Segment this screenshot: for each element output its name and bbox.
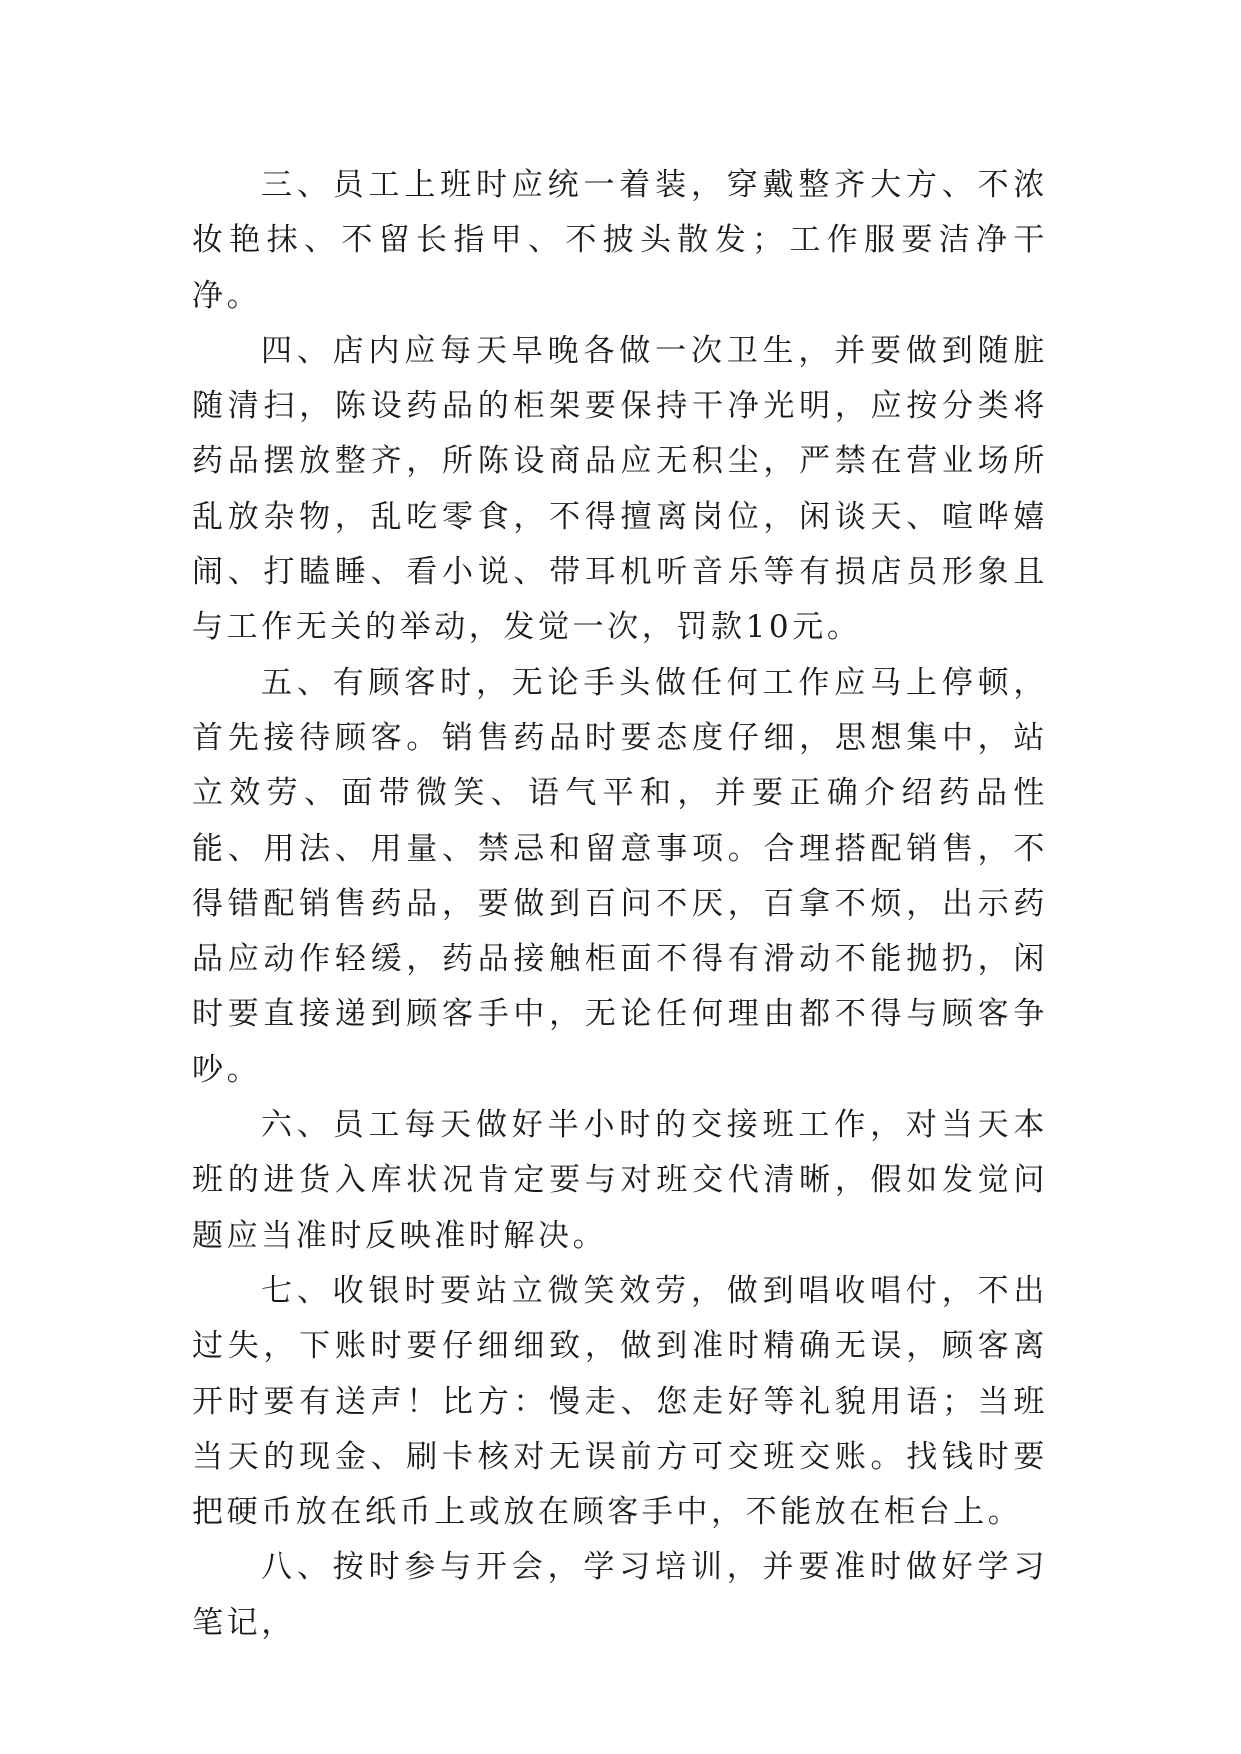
document-body [192,158,1048,1651]
paragraph-rule-6: 六、员工每天做好半小时的交接班工作，对当天本班的进货入库状况肯定要与对班交代清晰，假如发觉问题应当准时反映准时解决。 [192,1107,1048,1254]
paragraph-rule-3: 三、员工上班时应统一着装，穿戴整齐大方、不浓妆艳抹、不留长指甲、不披头散发；工作服要洁净干净。 [192,167,1048,314]
paragraph-rule-7: 七、收银时要站立微笑效劳，做到唱收唱付，不出过失，下账时要仔细细致，做到准时精确无误，顾客离开时要有送声！比方：慢走、您走好等礼貌用语；当班当天的现金、刷卡核对无误前方可交班交账。找钱时要把硬币放在纸币上或放在顾客手中，不能放在柜台上。 [192,1272,1048,1531]
paragraph-rule-8: 八、按时参与开会，学习培训，并要准时做好学习笔记， [192,1549,1048,1641]
paragraph-rule-5: 五、有顾客时，无论手头做任何工作应马上停顿，首先接待顾客。销售药品时要态度仔细，思想集中，站立效劳、面带微笑、语气平和，并要正确介绍药品性能、用法、用量、禁忌和留意事项。合理搭配销售，不得错配销售药品，要做到百问不厌，百拿不烦，出示药品应动作轻缓，药品接触柜面不得有滑动不能抛扔，闲时要直接递到顾客手中，无论任何理由都不得与顾客争吵。 [192,664,1048,1088]
paragraph-rule-4: 四、店内应每天早晚各做一次卫生，并要做到随脏随清扫，陈设药品的柜架要保持干净光明，应按分类将药品摆放整齐，所陈设商品应无积尘，严禁在营业场所乱放杂物，乱吃零食，不得擅离岗位，闲谈天、喧哗嬉闹、打瞌睡、看小说、带耳机听音乐等有损店员形象且与工作无关的举动，发觉一次，罚款10元。 [192,332,1048,646]
